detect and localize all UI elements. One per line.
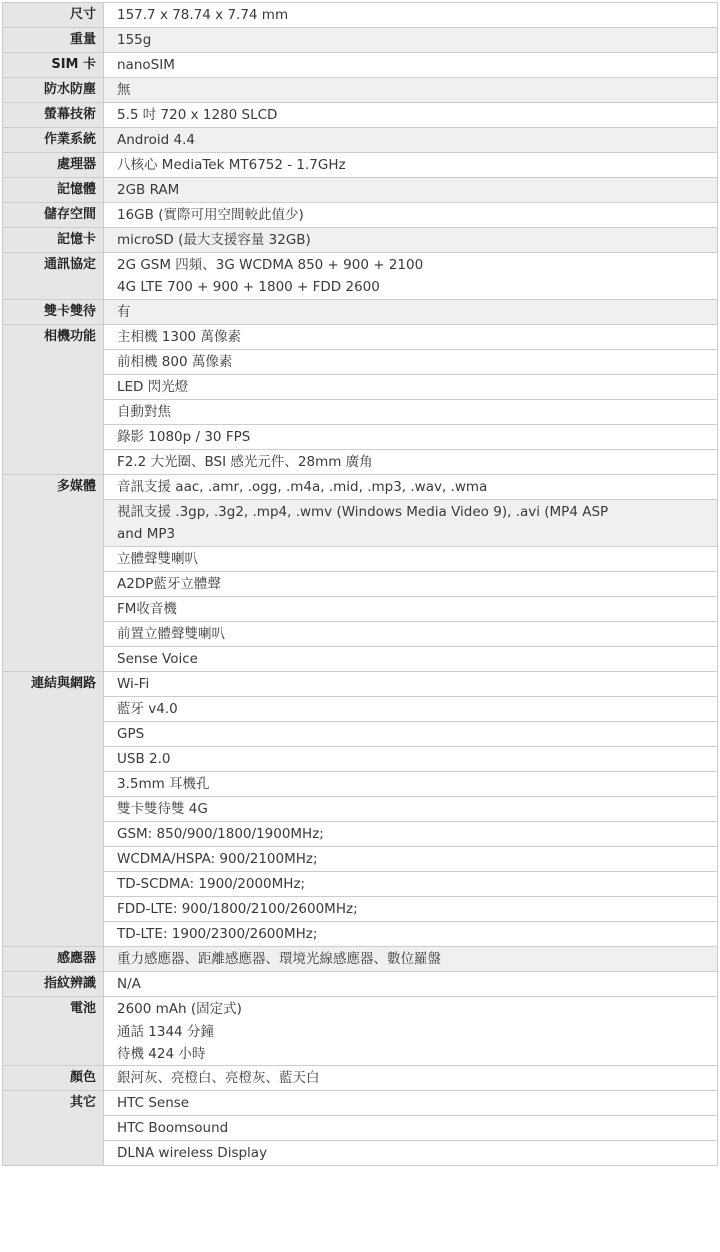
spec-label: 處理器: [3, 153, 104, 178]
spec-value-item: [104, 153, 717, 177]
spec-value-item: [104, 846, 717, 871]
spec-value-item: [104, 596, 717, 621]
spec-value-line: 視訊支援 .3gp, .3g2, .mp4, .wmv (Windows Media Video 9), .avi (MP4 ASP: [117, 504, 609, 520]
spec-row: [3, 103, 718, 128]
spec-value-item: [104, 128, 717, 152]
spec-value-item: [104, 821, 717, 846]
spec-label: 儲存空間: [3, 203, 104, 228]
spec-value-cell: [104, 997, 718, 1066]
spec-value-item: [104, 771, 717, 796]
spec-label: 記憶卡: [3, 228, 104, 253]
spec-value-item: [104, 78, 717, 102]
spec-value-cell: [104, 972, 718, 997]
spec-value-cell: [104, 153, 718, 178]
spec-value-line: A2DP藍牙立體聲: [117, 576, 221, 592]
spec-value-item: [104, 399, 717, 424]
spec-value-item: [104, 947, 717, 971]
spec-value-line: 通話 1344 分鐘: [117, 1024, 214, 1040]
spec-value-item: [104, 972, 717, 996]
spec-row: [3, 475, 718, 672]
spec-label: 雙卡雙待: [3, 300, 104, 325]
spec-value-cell: [104, 475, 718, 672]
spec-value-cell: [104, 325, 718, 475]
spec-value-item: [104, 449, 717, 474]
spec-label: 記憶體: [3, 178, 104, 203]
spec-row: [3, 947, 718, 972]
spec-value-item: [104, 1140, 717, 1165]
spec-value-line: 2GB RAM: [117, 182, 180, 198]
spec-table-body: [3, 3, 718, 1166]
spec-value-line: 八核心 MediaTek MT6752 - 1.7GHz: [117, 157, 346, 173]
spec-value-item: [104, 178, 717, 202]
spec-label: 指紋辨識: [3, 972, 104, 997]
spec-value-item: [104, 228, 717, 252]
spec-value-item: [104, 1021, 717, 1043]
spec-value-item: [104, 300, 717, 324]
spec-value-item: [104, 253, 717, 299]
spec-value-item: [104, 1115, 717, 1140]
spec-value-item: [104, 499, 717, 546]
spec-table: [2, 2, 718, 1166]
spec-value-line: 音訊支援 aac, .amr, .ogg, .m4a, .mid, .mp3, .wav, .wma: [117, 479, 488, 495]
spec-value-line: 前相機 800 萬像素: [117, 354, 233, 370]
spec-value-line: HTC Boomsound: [117, 1120, 229, 1136]
spec-label: 顏色: [3, 1066, 104, 1091]
spec-value-cell: [104, 947, 718, 972]
spec-value-line: nanoSIM: [117, 57, 175, 73]
spec-row: [3, 228, 718, 253]
spec-value-line: 重力感應器、距離感應器、環境光線感應器、數位羅盤: [117, 951, 441, 967]
spec-value-item: [104, 475, 717, 499]
spec-value-item: [104, 1091, 717, 1115]
spec-row: [3, 3, 718, 28]
spec-value-line: 3.5mm 耳機孔: [117, 776, 210, 792]
spec-value-line: 藍牙 v4.0: [117, 701, 178, 717]
spec-value-line: N/A: [117, 976, 141, 992]
spec-row: [3, 178, 718, 203]
spec-value-cell: [104, 203, 718, 228]
spec-value-line: 155g: [117, 32, 152, 48]
spec-value-line: 錄影 1080p / 30 FPS: [117, 429, 251, 445]
spec-value-line: Sense Voice: [117, 651, 198, 667]
spec-row: [3, 325, 718, 475]
spec-value-item: [104, 325, 717, 349]
spec-value-item: [104, 1066, 717, 1090]
spec-value-item: [104, 546, 717, 571]
spec-row: [3, 53, 718, 78]
spec-value-line: WCDMA/HSPA: 900/2100MHz;: [117, 851, 318, 867]
spec-row: [3, 253, 718, 300]
spec-value-line: 銀河灰、亮橙白、亮橙灰、藍天白: [117, 1070, 320, 1086]
spec-label: 螢幕技術: [3, 103, 104, 128]
spec-value-cell: [104, 178, 718, 203]
spec-row: [3, 672, 718, 947]
spec-value-line: HTC Sense: [117, 1095, 190, 1111]
spec-row: [3, 28, 718, 53]
spec-row: [3, 997, 718, 1066]
spec-value-item: [104, 203, 717, 227]
spec-value-item: [104, 1043, 717, 1065]
spec-value-line: 5.5 吋 720 x 1280 SLCD: [117, 107, 278, 123]
spec-value-cell: [104, 300, 718, 325]
spec-value-item: [104, 621, 717, 646]
spec-row: [3, 78, 718, 103]
spec-value-cell: [104, 1091, 718, 1166]
spec-value-cell: [104, 253, 718, 300]
spec-label: 多媒體: [3, 475, 104, 672]
spec-label: 尺寸: [3, 3, 104, 28]
spec-value-line: 立體聲雙喇叭: [117, 551, 198, 567]
spec-value-item: [104, 721, 717, 746]
spec-value-line: 2G GSM 四頻、3G WCDMA 850 + 900 + 2100: [117, 257, 424, 273]
spec-value-line: 前置立體聲雙喇叭: [117, 626, 225, 642]
spec-value-line: FM收音機: [117, 601, 177, 617]
spec-value-item: [104, 696, 717, 721]
spec-value-line: 157.7 x 78.74 x 7.74 mm: [117, 7, 289, 23]
spec-value-item: [104, 896, 717, 921]
spec-value-cell: [104, 1066, 718, 1091]
spec-value-item: [104, 571, 717, 596]
spec-value-item: [104, 424, 717, 449]
spec-row: [3, 203, 718, 228]
spec-label: 其它: [3, 1091, 104, 1166]
spec-value-item: [104, 796, 717, 821]
spec-value-item: [104, 746, 717, 771]
spec-value-item: [104, 871, 717, 896]
spec-label: 重量: [3, 28, 104, 53]
spec-label: 感應器: [3, 947, 104, 972]
spec-value-line: 待機 424 小時: [117, 1046, 206, 1062]
spec-label: 作業系統: [3, 128, 104, 153]
spec-row: [3, 300, 718, 325]
spec-row: [3, 1091, 718, 1166]
spec-value-item: [104, 28, 717, 52]
spec-value-line: and MP3: [117, 526, 176, 542]
spec-value-item: [104, 374, 717, 399]
spec-value-line: FDD-LTE: 900/1800/2100/2600MHz;: [117, 901, 358, 917]
spec-value-cell: [104, 78, 718, 103]
spec-label: 連結與網路: [3, 672, 104, 947]
spec-label: 電池: [3, 997, 104, 1066]
spec-value-item: [104, 103, 717, 127]
spec-value-line: 4G LTE 700 + 900 + 1800 + FDD 2600: [117, 279, 380, 295]
spec-value-item: [104, 672, 717, 696]
spec-value-line: 無: [117, 82, 131, 98]
spec-value-item: [104, 646, 717, 671]
spec-value-item: [104, 349, 717, 374]
spec-value-cell: [104, 3, 718, 28]
spec-label: SIM 卡: [3, 53, 104, 78]
spec-value-line: microSD (最大支援容量 32GB): [117, 232, 311, 248]
spec-label: 通訊協定: [3, 253, 104, 300]
spec-value-cell: [104, 228, 718, 253]
spec-value-line: 有: [117, 304, 131, 320]
spec-value-line: GPS: [117, 726, 145, 742]
spec-value-line: GSM: 850/900/1800/1900MHz;: [117, 826, 324, 842]
spec-value-cell: [104, 103, 718, 128]
spec-value-line: LED 閃光燈: [117, 379, 189, 395]
spec-value-line: Android 4.4: [117, 132, 195, 148]
spec-value-item: [104, 53, 717, 77]
spec-value-item: [104, 921, 717, 946]
spec-value-cell: [104, 53, 718, 78]
spec-value-line: USB 2.0: [117, 751, 171, 767]
spec-row: [3, 972, 718, 997]
spec-value-cell: [104, 672, 718, 947]
spec-value-line: TD-SCDMA: 1900/2000MHz;: [117, 876, 306, 892]
spec-value-line: TD-LTE: 1900/2300/2600MHz;: [117, 926, 318, 942]
spec-value-line: Wi-Fi: [117, 676, 150, 692]
spec-row: [3, 1066, 718, 1091]
spec-value-line: F2.2 大光圈、BSI 感光元件、28mm 廣角: [117, 454, 373, 470]
spec-value-item: [104, 997, 717, 1021]
spec-value-line: DLNA wireless Display: [117, 1145, 268, 1161]
spec-label: 相機功能: [3, 325, 104, 475]
spec-label: 防水防塵: [3, 78, 104, 103]
spec-value-item: [104, 3, 717, 27]
spec-value-cell: [104, 128, 718, 153]
spec-value-line: 自動對焦: [117, 404, 171, 420]
spec-row: [3, 153, 718, 178]
spec-row: [3, 128, 718, 153]
spec-value-cell: [104, 28, 718, 53]
spec-value-line: 主相機 1300 萬像素: [117, 329, 241, 345]
spec-value-line: 雙卡雙待雙 4G: [117, 801, 208, 817]
spec-value-line: 2600 mAh (固定式): [117, 1001, 242, 1017]
spec-value-line: 16GB (實際可用空間較此值少): [117, 207, 304, 223]
